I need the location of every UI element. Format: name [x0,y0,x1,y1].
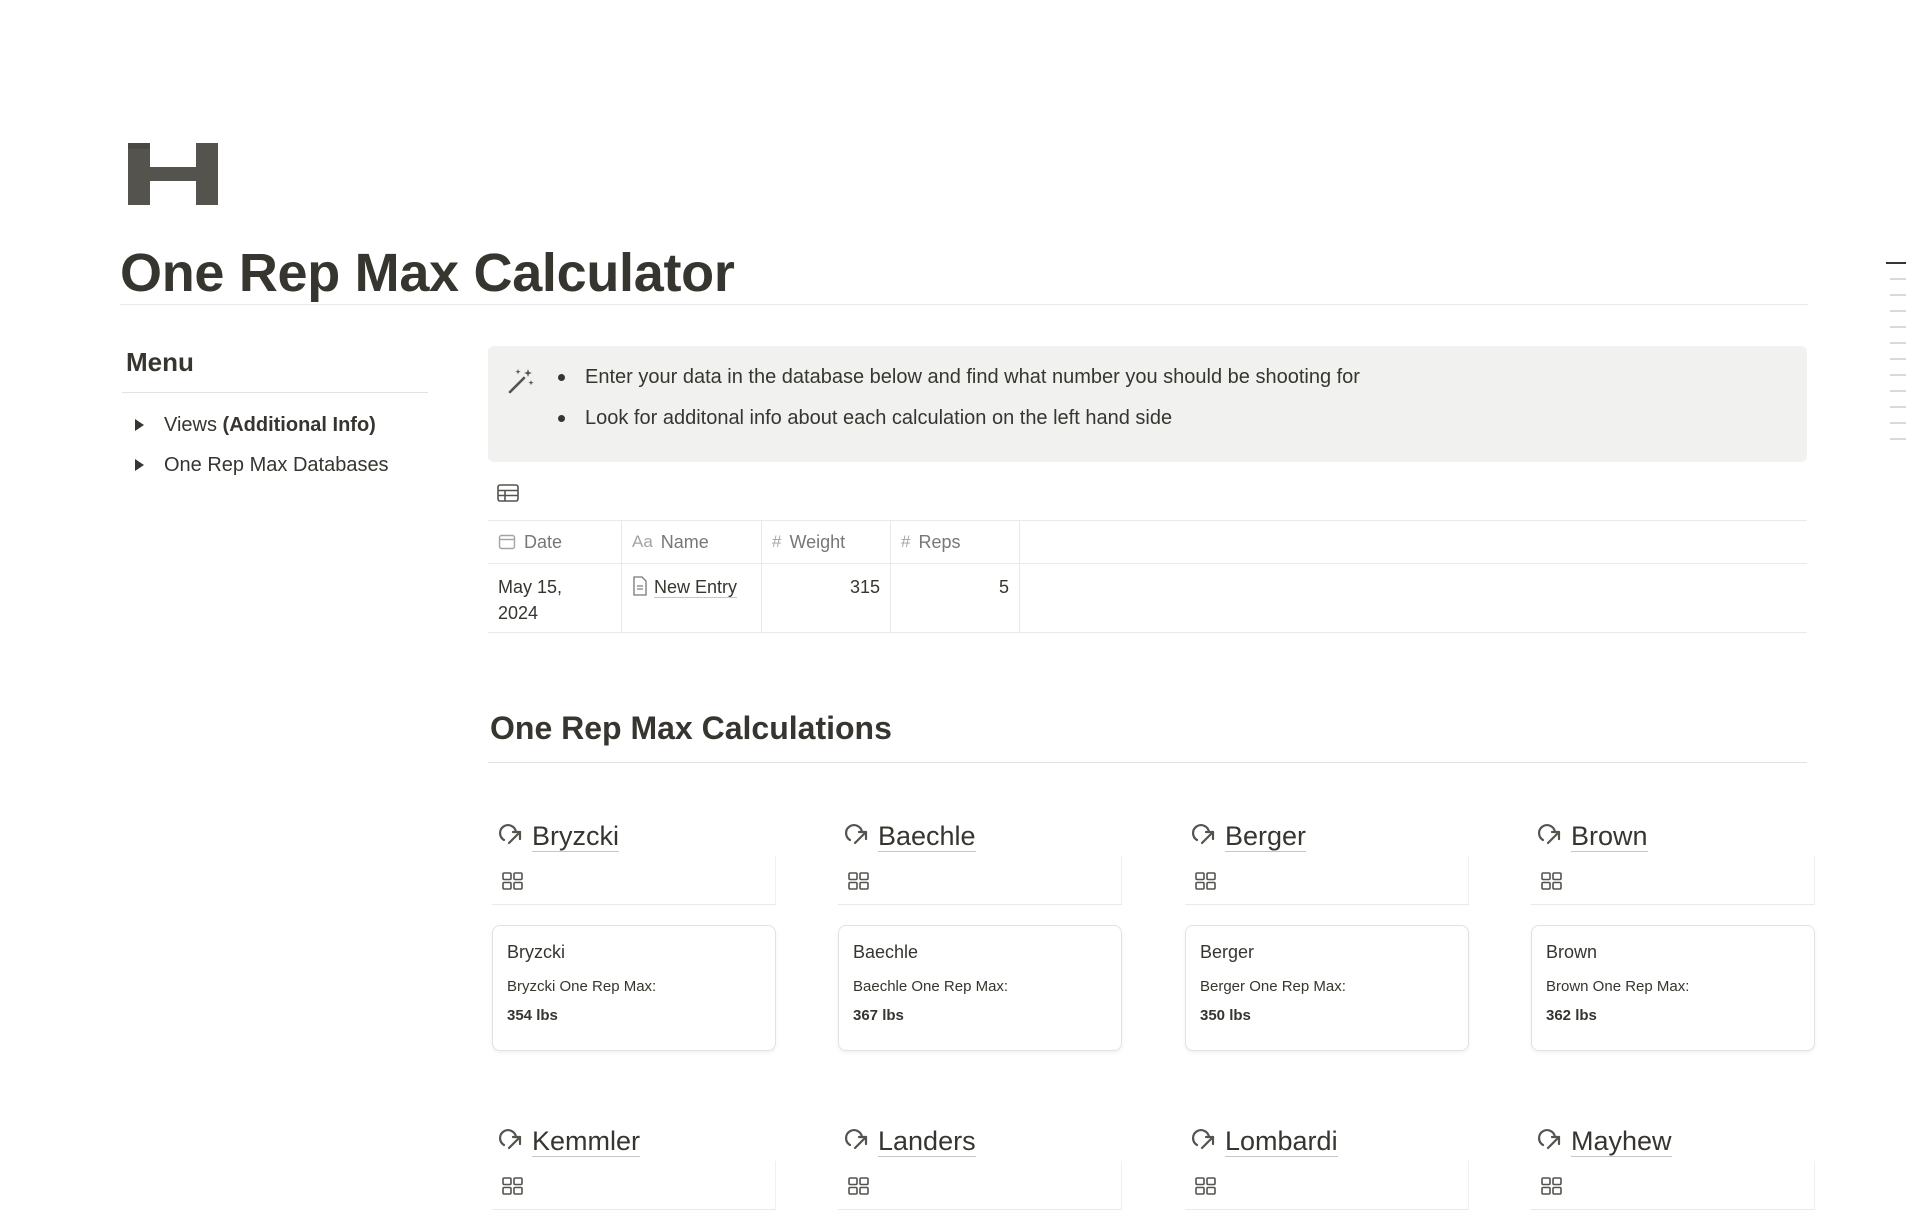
linked-view-icon [1535,822,1563,850]
toggle-views[interactable] [133,410,376,440]
callout-bullet [558,407,1172,430]
bullet-text: Look for additonal info about each calculation on the left hand side [585,407,1173,429]
view-title-text[interactable]: Berger [1225,820,1307,851]
outline-line[interactable] [1890,326,1906,328]
gallery-card[interactable] [1185,925,1469,1051]
column-header-reps[interactable] [891,521,1020,563]
outline-line[interactable] [1886,262,1906,264]
view-title-text[interactable]: Landers [878,1125,976,1156]
gallery-view-icon[interactable] [848,872,870,890]
text-type-icon: Aa [632,532,653,551]
gallery-card[interactable] [492,925,776,1051]
cell-weight-text: 315 [849,577,880,597]
linked-view-icon [842,1127,870,1155]
card-formula-value: 362 lbs [1546,1007,1597,1024]
cell-weight[interactable] [762,564,891,632]
view-title-text[interactable]: Brown [1571,820,1648,851]
table-header-row [488,520,1807,563]
linked-view-title[interactable] [1531,816,1815,856]
column-header-weight[interactable] [762,521,891,563]
table-icon[interactable] [497,484,519,502]
column-header-name[interactable] [622,521,762,563]
gallery-card[interactable] [838,925,1122,1051]
view-title-text[interactable]: Mayhew [1571,1125,1672,1156]
card-formula-value: 354 lbs [507,1007,558,1024]
card-formula-label: Brown One Rep Max: [1546,978,1690,995]
gallery-view-icon[interactable] [1195,872,1217,890]
menu-divider [122,392,428,393]
gallery-view-icon[interactable] [1541,872,1563,890]
outline-line[interactable] [1890,374,1906,376]
view-tab-bar [1185,1161,1469,1210]
view-tab-bar [1185,856,1469,905]
cell-date[interactable] [488,564,622,632]
view-tab-bar [1531,856,1815,905]
number-type-icon: # [901,532,911,551]
card-title: Baechle [853,942,919,962]
linked-view-title[interactable] [492,1121,776,1161]
linked-view-title[interactable] [838,816,1122,856]
toggle-label: One Rep Max Databases [164,453,389,476]
callout [488,346,1807,462]
linked-view-bryzcki [492,816,776,1051]
database-table [488,520,1807,633]
section-heading: One Rep Max Calculations [490,710,892,746]
linked-view-icon [1189,1127,1217,1155]
outline-line[interactable] [1890,278,1906,280]
linked-view-icon [842,822,870,850]
gallery-view-icon[interactable] [848,1177,870,1195]
linked-view-title[interactable] [1531,1121,1815,1161]
card-title: Berger [1200,942,1255,962]
column-label: Name [660,531,709,552]
linked-view-mayhew [1531,1121,1815,1210]
linked-view-title[interactable] [838,1121,1122,1161]
linked-view-kemmler [492,1121,776,1210]
outline-line[interactable] [1890,390,1906,392]
page-title: One Rep Max Calculator [120,243,735,303]
toggle-databases[interactable] [133,450,389,480]
column-label: Weight [789,531,846,552]
card-formula-label: Bryzcki One Rep Max: [507,978,657,995]
view-title-text[interactable]: Kemmler [532,1125,641,1156]
linked-view-landers [838,1121,1122,1210]
menu-heading: Menu [126,347,194,377]
column-header-empty [1020,521,1807,563]
column-label: Date [524,531,563,552]
card-title: Bryzcki [507,942,565,962]
dumbbell-icon[interactable] [128,143,218,205]
view-tab-bar [838,856,1122,905]
linked-view-icon [1189,822,1217,850]
outline-line[interactable] [1890,406,1906,408]
card-formula-value: 367 lbs [853,1007,904,1024]
bullet-dot [558,374,565,381]
cell-name[interactable] [622,564,762,632]
linked-view-title[interactable] [492,816,776,856]
gallery-view-icon[interactable] [1541,1177,1563,1195]
toggle-triangle-icon[interactable] [135,459,144,471]
toggle-label-bold: (Additional Info) [222,413,376,436]
card-title: Brown [1546,942,1598,962]
table-row[interactable] [488,563,1807,633]
toggle-label-text: Views [164,413,223,436]
callout-bullet [558,366,1360,389]
cell-reps[interactable] [891,564,1020,632]
view-tab-bar [492,1161,776,1210]
view-title-text[interactable]: Bryzcki [532,820,619,851]
cell-reps-text: 5 [998,577,1009,597]
cell-date-text: May 15, 2024 [498,577,563,623]
outline-line[interactable] [1890,310,1906,312]
calendar-icon [498,533,516,551]
card-formula-value: 350 lbs [1200,1007,1251,1024]
column-label: Reps [918,531,961,552]
view-tab-bar [838,1161,1122,1210]
linked-view-icon [496,1127,524,1155]
gallery-view-icon[interactable] [1195,1177,1217,1195]
number-type-icon: # [772,532,782,551]
outline-line[interactable] [1890,294,1906,296]
linked-view-berger [1185,816,1469,1051]
entry-name-link[interactable]: New Entry [654,577,738,597]
outline-line[interactable] [1890,358,1906,360]
card-formula-label: Baechle One Rep Max: [853,978,1009,995]
section-divider [488,762,1807,763]
title-divider [120,304,1808,305]
card-formula-label: Berger One Rep Max: [1200,978,1346,995]
gallery-view-icon[interactable] [502,1177,524,1195]
toggle-label [164,414,376,437]
bullet-dot [558,415,565,422]
view-tab-bar [492,856,776,905]
view-tab-bar [1531,1161,1815,1210]
view-title-text[interactable]: Baechle [878,820,976,851]
bullet-text: Enter your data in the database below and find what number you should be shooting for [585,366,1360,388]
linked-view-icon [1535,1127,1563,1155]
cell-empty [1020,564,1807,632]
linked-view-title[interactable] [1185,816,1469,856]
linked-view-brown [1531,816,1815,1051]
outline-line[interactable] [1890,438,1906,440]
linked-view-lombardi [1185,1121,1469,1210]
outline-line[interactable] [1890,342,1906,344]
linked-view-icon [496,822,524,850]
toggle-triangle-icon[interactable] [135,419,144,431]
linked-view-baechle [838,816,1122,1051]
outline-line[interactable] [1890,422,1906,424]
magic-wand-icon[interactable] [506,366,536,396]
page-icon [632,576,648,596]
column-header-date[interactable] [488,521,622,563]
page-outline[interactable] [1886,262,1906,454]
view-title-text[interactable]: Lombardi [1225,1125,1338,1156]
gallery-view-icon[interactable] [502,872,524,890]
linked-view-title[interactable] [1185,1121,1469,1161]
gallery-card[interactable] [1531,925,1815,1051]
